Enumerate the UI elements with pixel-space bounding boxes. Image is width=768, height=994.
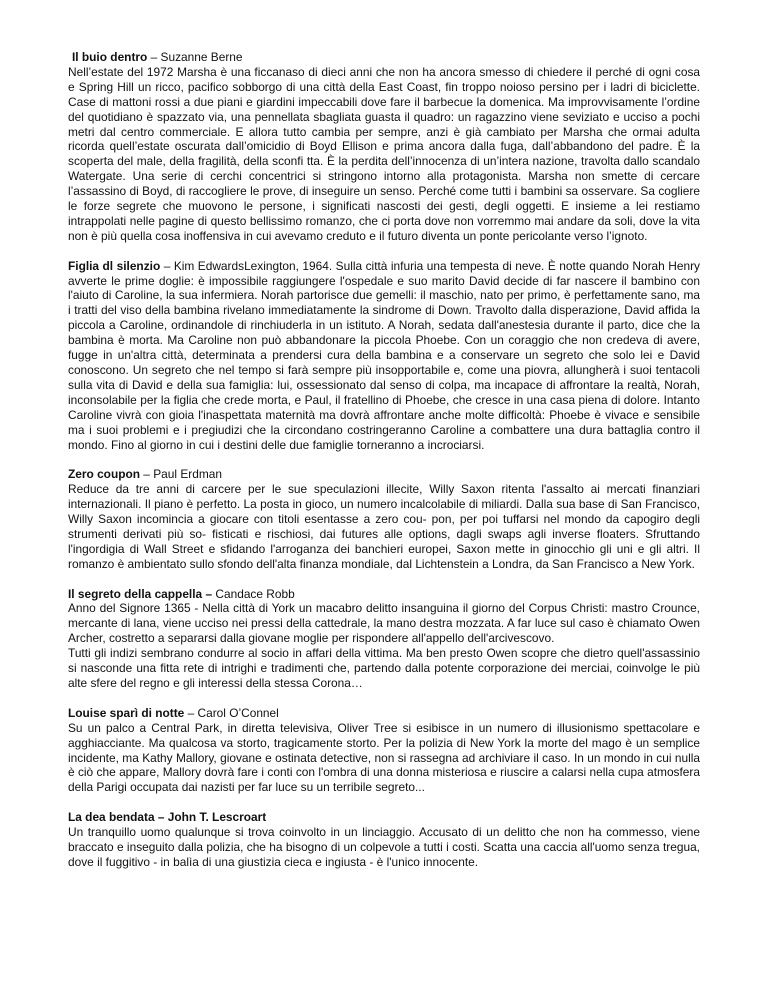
title-separator: – [140, 467, 154, 482]
title-separator: – [184, 705, 198, 720]
entry-heading [68, 706, 700, 721]
book-author: Paul Erdman [153, 467, 222, 482]
title-separator: – [160, 258, 174, 273]
book-synopsis: Su un palco a Central Park, in diretta televisiva, Oliver Tree si esibisce in un numero di illusionismo spettacolare e agghiacciante. Ma qualcosa va storto, tragicamente storto. Per la polizia di New York la morte del mago è un semplice incidente, ma Kathy Mallory, giovane e ostinata detective, non si rassegna ad archiviare il caso. In un mondo in cui nulla è ciò che appare, Mallory dovrà fare i conti con l'ombra di una donna misteriosa e riuscire a calarsi nella cupa atmosfera della Parigi occupata dai nazisti per far luce su un terribile segreto... [68, 720, 700, 795]
entry-heading [68, 810, 700, 825]
entry-heading [68, 467, 700, 482]
book-author: Kim Edwards [173, 258, 245, 273]
book-synopsis: Nell’estate del 1972 Marsha è una ficcanaso di dieci anni che non ha ancora smesso di chiedere il perché di ogni cosa e Spring Hill un ricco, pacifico sobborgo di una città della East Coast, fin troppo noioso persino per i ladri di biciclette. Case di mattoni rossi a due piani e giardini impeccabili dove fare il barbecue la domenica. Ma improvvisamente l’ordine del quotidiano è spazzato via, una pennellata sbagliata guasta il quadro: un ragazzino viene seviziato e ucciso a pochi metri dal centro commerciale. E allora tutto cambia per sempre, anzi è già cambiato per Marsha che ormai adulta ricorda quell’estate oscurata dall’omicidio di Boyd Ellison e prima ancora dalla fuga, dall’abbandono del padre. È la scoperta del male, della fragilità, della sconfi tta. È la perdita dell’innocenza di un’intera nazione, travolta dallo scandalo Watergate. Una serie di cerchi concentrici si stringono intorno alla protagonista. Marsha non smette di cercare l’assassino di Boyd, di raccogliere le prove, di inseguire un senso. Perché come tutti i bambini sa osservare. Sa cogliere le forze segrete che muovono le persone, i significati nascosti dei gesti, degli oggetti. E insieme a lei restiamo intrappolati nelle pagine di questo bellissimo romanzo, che ci porta dove non vorremmo mai andare da soli, dove la vita non è più quella cosa inoffensiva in cui avevamo creduto e il futuro diventa un ponte pericolante verso l’ignoto. [68, 64, 700, 243]
title-separator: – [202, 586, 216, 601]
entry-heading [68, 50, 700, 65]
book-author: Carol O’Connel [197, 705, 279, 720]
book-title: Figlia dl silenzio [68, 258, 161, 273]
title-separator: – [154, 810, 168, 825]
document-page [68, 50, 700, 885]
book-synopsis: Lexington, 1964. Sulla città infuria una tempesta di neve. È notte quando Norah Henry avverte le prime doglie: è impossibile raggiungere l'ospedale e suo marito David decide di far nascere il bambino con l'aiuto di Caroline, la sua infermiera. Norah partorisce due gemelli: il maschio, nato per primo, è perfettamente sano, ma i tratti del viso della bambina rivelano immediatamente la sindrome di Down. Travolto dalla disperazione, David affida la piccola a Caroline, ordinandole di rinchiuderla in un istituto. A Norah, sedata dall'anestesia durante il parto, dice che la bambina è morta. Ma Caroline non può abbandonare la piccola Phoebe. Con un coraggio che non credeva di avere, fugge in un'altra città, determinata a prendersi cura della bambina e a conservare un segreto che solo lei e David conoscono. Un segreto che nel tempo si farà sempre più insopportabile e, come una piovra, allungherà i suoi tentacoli sulla vita di David e della sua famiglia: lui, ossessionato dal senso di colpa, ma incapace di affrontare la realtà, Norah, inconsolabile per la figlia che crede morta, e Paul, il fratellino di Phoebe, che cresce in una casa piena di dolore. Intanto Caroline vivrà con gioia l'inaspettata maternità ma dovrà affrontare anche molte difficoltà: Phoebe è vivace e sensibile ma i suoi problemi e i pregiudizi che la circondano costringeranno Caroline a combattere una dura battaglia contro il mondo. Fino al giorno in cui i destini delle due famiglie torneranno a incrociarsi. [68, 258, 700, 452]
book-title: La dea bendata [68, 810, 155, 825]
book-entry [68, 50, 700, 244]
book-author: Suzanne Berne [160, 50, 243, 64]
book-synopsis-continued: Tutti gli indizi sembrano condurre al socio in affari della vittima. Ma ben presto Owen scopre che dietro quell'assassinio si nasconde una fitta rete di intrighi e tradimenti che, partendo dalla potente corporazione dei merciai, coinvolge le più alte sfere del regno e gli interessi della stessa Corona… [68, 646, 700, 691]
book-entry [68, 467, 700, 571]
book-entry [68, 706, 700, 795]
book-title: Il buio dentro [72, 50, 148, 64]
book-synopsis: Reduce da tre anni di carcere per le sue speculazioni illecite, Willy Saxon ritenta l'assalto ai mercati finanziari internazionali. Il piano è perfetto. La posta in gioco, un numero incalcolabile di miliardi. Dalla sua base di San Francisco, Willy Saxon incomincia a giocare con titoli esentasse a zero cou- pon, per poi tuffarsi nel mondo da capogiro degli strumenti derivati più so- fisticati e rischiosi, dai futures alle options, dagli swaps agli inverse floaters. Sfruttando l'ingordigia di Wall Street e sfidando l'arroganza dei banchieri europei, Saxon mette in ginocchio gli uni e gli altri. Il romanzo è ambientato sullo sfondo dell'alta finanza mondiale, dal Lichtenstein a Londra, da San Francisco a New York. [68, 482, 700, 571]
entry-heading [68, 587, 700, 602]
book-synopsis: Anno del Signore 1365 - Nella città di York un macabro delitto insanguina il giorno del Corpus Christi: mastro Crounce, mercante di lana, viene ucciso nei pressi della cattedrale, la mano destra mozzata. A far luce sul caso è chiamato Owen Archer, costretto a separarsi dalla giovane moglie per rispondere all'appello dell'arcivescovo. [68, 601, 700, 646]
book-author: Candace Robb [215, 586, 295, 601]
book-entry [68, 587, 700, 691]
title-separator: – [147, 50, 161, 64]
book-title: Il segreto della cappella [68, 586, 203, 601]
book-title: Zero coupon [68, 467, 140, 482]
book-author: John T. Lescroart [167, 810, 267, 825]
book-synopsis: Un tranquillo uomo qualunque si trova coinvolto in un linciaggio. Accusato di un delitto che non ha commesso, viene braccato e inseguito dalla polizia, che ha bisogno di un colpevole a tutti i costi. Scatta una caccia all'uomo senza tregua, dove il fuggitivo - in balìa di una giustizia cieca e ingiusta - è l'unico innocente. [68, 825, 700, 869]
book-entry [68, 259, 700, 453]
book-entry [68, 810, 700, 870]
book-title: Louise sparì di notte [68, 705, 185, 720]
